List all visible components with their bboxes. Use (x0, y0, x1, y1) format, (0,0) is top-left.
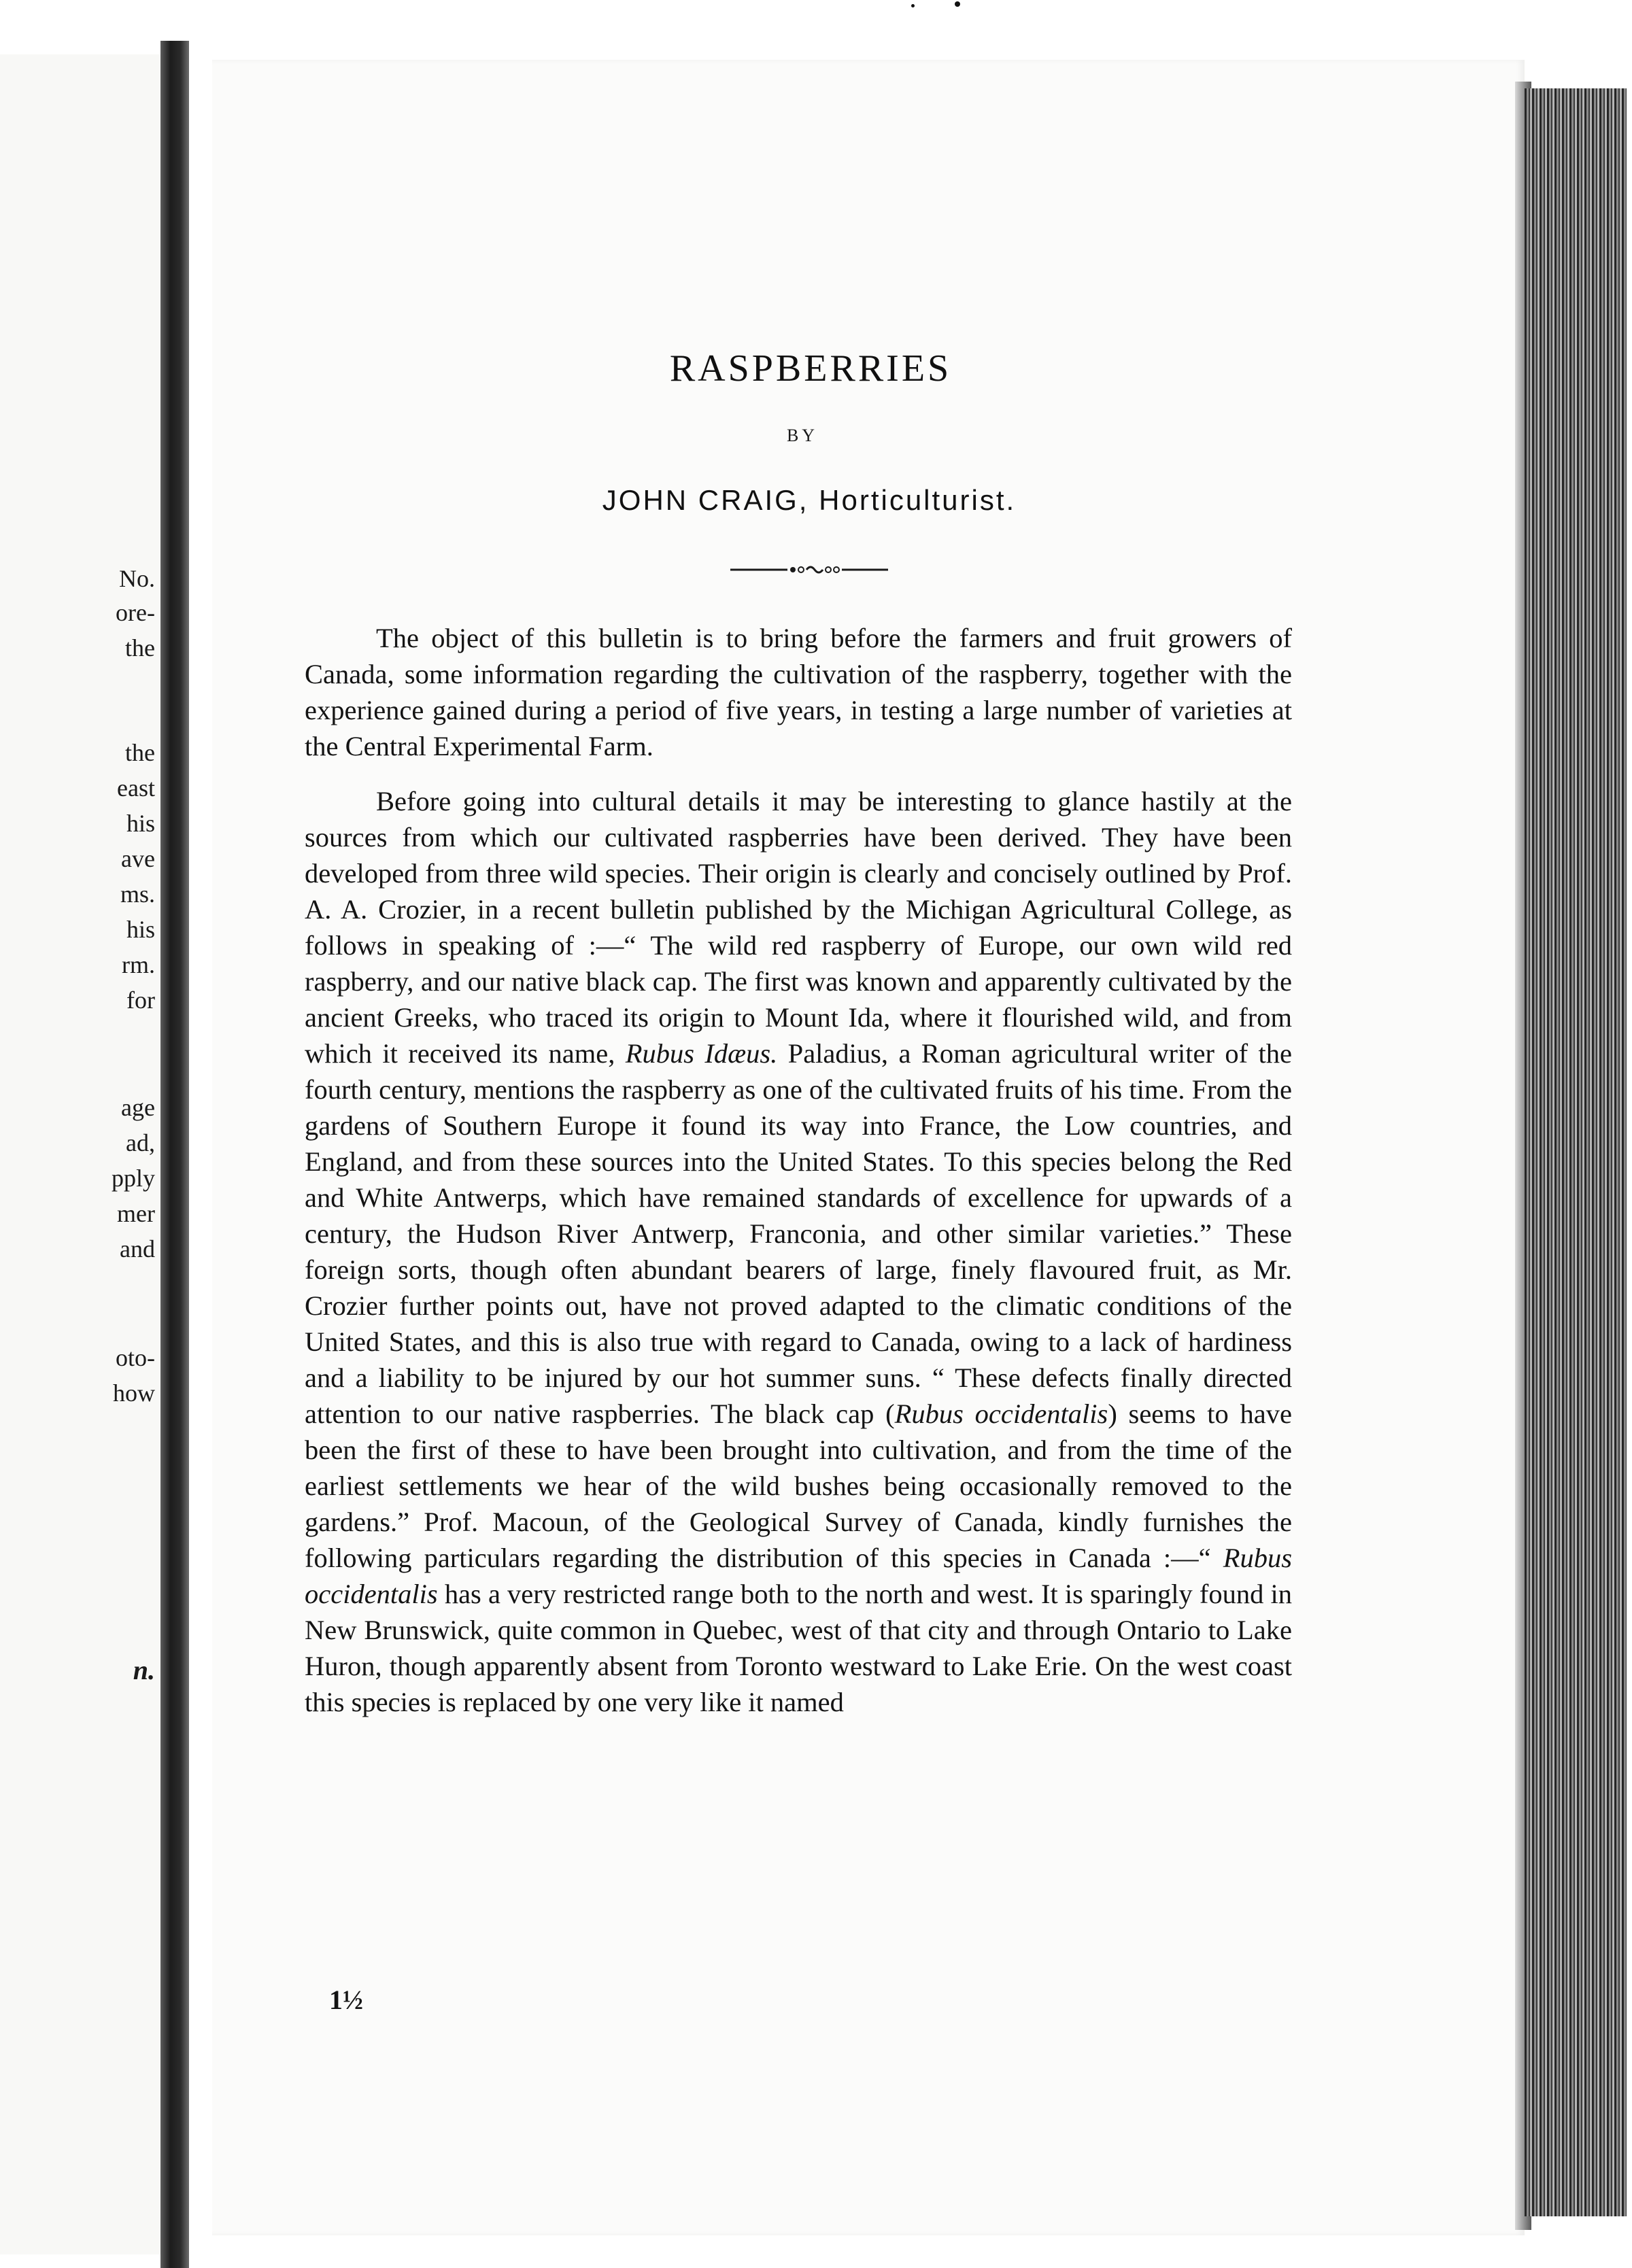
facing-page-text: ms. (120, 880, 155, 908)
species-name: Rubus occidentalis (305, 1543, 1292, 1609)
paragraph-origins (305, 783, 1292, 1720)
facing-page-text: and (120, 1235, 155, 1262)
paragraph-text: ) seems to have been the first of these to have been brought into cultivation, and from the time of the earliest settlements we hear of the wild bushes being occasionally removed to the gardens.” Prof. Macoun, of the Geological Survey of Canada, kindly furnishes the following particulars regarding the distribution of this species in Canada :—“ (305, 1398, 1292, 1573)
facing-page-text: mer (117, 1200, 155, 1227)
paragraph-text: Before going into cultural details it may be interesting to glance hastily at the sources from which our cultivated raspberries have been derived. They have been developed from three wild species. Their origin is clearly and concisely outlined by Prof. A. A. Crozier, in a recent bulletin published by the Michigan Agricultural College, as follows in speaking of :—“ The wild red raspberry of Europe, our own wild red raspberry, and our native black cap. The first was known and apparently cultivated by the ancient Greeks, who traced its origin to Mount Ida, where it flourished wild, and from which it received its name, (305, 786, 1292, 1069)
facing-page-text: east (117, 774, 155, 802)
signature-mark: 1½ (329, 1984, 363, 2015)
facing-page-text: the (125, 634, 155, 662)
article-author: JOHN CRAIG, Horticulturist. (602, 484, 1017, 516)
facing-page-text: n. (133, 1655, 155, 1685)
facing-page-text: No. (119, 565, 155, 592)
scan-specks (884, 0, 1088, 14)
facing-page-text: ore- (116, 599, 155, 626)
stacked-page-edges (1525, 88, 1627, 2216)
facing-page-text: age (121, 1094, 155, 1121)
facing-page-text: for (126, 986, 155, 1014)
article-title: RASPBERRIES (669, 347, 952, 390)
article-byline: BY (786, 426, 819, 445)
facing-page-text: his (126, 916, 155, 943)
species-name: Rubus occidentalis (894, 1398, 1108, 1429)
facing-page-text: rm. (122, 951, 155, 978)
book-gutter (160, 41, 189, 2268)
article-body (305, 620, 1292, 1739)
facing-page-fragment (0, 54, 160, 2254)
facing-page-text: his (126, 810, 155, 837)
facing-page-text: ave (121, 845, 155, 872)
paragraph-intro: The object of this bulletin is to bring before the farmers and fruit growers of Canada, some information regarding the cultivation of the raspberry, together with the experience gained during a period of five years, in testing a large number of varieties at the Central Experimental Farm. (305, 623, 1292, 761)
species-name: Rubus Idæus. (625, 1038, 778, 1069)
facing-page-text: oto- (116, 1344, 155, 1371)
facing-page-text: how (113, 1379, 155, 1407)
facing-page-text: the (125, 739, 155, 766)
ornament-divider-icon (728, 563, 891, 577)
paragraph-text: Paladius, a Roman agricultural writer of the fourth century, mentions the raspberry as one of the cultivated fruits of his time. From the gardens of Southern Europe it found its way into France, the Low countries, and England, and from these sources into the United States. To this species belong the Red and White Antwerps, which have remained standards of excellence for upwards of a century, the Hudson River Antwerp, Franconia, and other similar varieties.” These foreign sorts, though often abundant bearers of large, finely flavoured fruit, as Mr. Crozier further points out, have not proved adapted to the climatic conditions of the United States, and this is also true with regard to Canada, owing to a lack of hardiness and a liability to be injured by our hot summer suns. “ These defects finally directed attention to our native raspberries. The black cap ( (305, 1038, 1293, 1429)
paragraph-text: has a very restricted range both to the north and west. It is sparingly found in New Brunswick, quite common in Quebec, west of that city and through Ontario to Lake Huron, though apparently absent from Toronto westward to Lake Erie. On the west coast this species is replaced by one very like it named (305, 1579, 1293, 1717)
facing-page-text: pply (111, 1165, 155, 1192)
facing-page-text: ad, (126, 1129, 155, 1156)
